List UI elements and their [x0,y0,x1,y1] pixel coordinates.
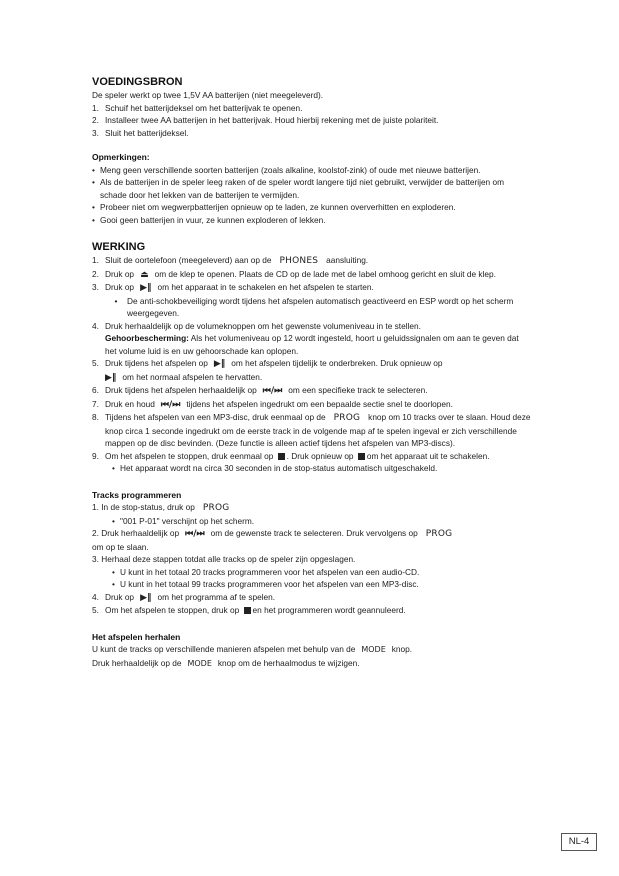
werking-step-1: 1. Sluit de oortelefoon (meegeleverd) aan op de PHONES aansluiting. [92,255,369,266]
subsection-title-tracks: Tracks programmeren [92,489,182,500]
page-content [92,75,532,670]
play-pause-icon: ▶‖ [105,372,117,383]
voeding-step: 1. Schuif het batterijdeksel om het batterijvak te openen. [92,102,303,113]
herhalen-line-1: U kunt de tracks op verschillende manieren afspelen met behulp van de MODE knop. [92,644,413,654]
tracks-note: • U kunt in het totaal 20 tracks programmeren voor het afspelen van een audio-CD. [112,566,420,577]
play-pause-icon: ▶‖ [213,359,226,369]
page-number: NL-4 [561,833,597,851]
stop-icon [278,453,285,460]
tracks-line-4: 4. Druk op ▶‖ om het programma af te spelen. [92,591,276,603]
play-pause-icon: ▶‖ [140,592,152,603]
werking-step-2: 2. Druk op ⏏ om de klep te openen. Plaats de CD op de lade met de label omhoog gericht en sluit de klep. [92,268,496,280]
stop-icon [244,607,251,614]
tracks-note: • "001 P-01" verschijnt op het scherm. [112,515,255,526]
mode-label: MODE [187,658,212,668]
note-item: • Gooi geen batterijen in vuur, ze kunnen exploderen of lekken. [92,214,326,225]
phones-label: PHONES [279,256,319,266]
prog-label: PROG [333,413,361,423]
werking-step-9-note: • Het apparaat wordt na circa 30 seconden in de stop-status automatisch uitgeschakeld. [112,463,438,473]
skip-icon: ⏮/⏭ [262,386,283,396]
play-pause-icon: ▶‖ [140,283,152,293]
mode-label: MODE [361,645,386,654]
note-item: • Probeer niet om wegwerpbatterijen opnieuw op te laden, ze kunnen oververhitten en exploderen. [92,202,456,212]
tracks-note: • U kunt in het totaal 99 tracks programmeren voor het afspelen van een MP3-disc. [112,579,419,589]
eject-icon: ⏏ [140,269,149,280]
tracks-line-2: 2. Druk herhaaldelijk op ⏮/⏭ om de gewenste track te selecteren. Druk vervolgens op PROG om op te slaan. [92,527,532,553]
tracks-line-1: 1. In de stop-status, druk op PROG [92,501,532,515]
werking-step-3-note: • De anti-schokbeveiliging wordt tijdens het afspelen automatisch geactiveerd en ESP wordt op het scherm weergegeven. [114,295,514,318]
prog-label: PROG [202,503,230,513]
werking-step-6: 6. Druk tijdens het afspelen herhaaldelijk op ⏮/⏭ om een specifieke track te selecteren. [92,385,428,396]
werking-step-8: 8. Tijdens het afspelen van een MP3-disc, druk eenmaal op de PROG knop om 10 tracks over te slaan. Houd deze knop circa 1 seconde ingedrukt om de eerste track in de volgende map af te spelen ingeval er zich verschillende mappen op de disc bevinden. (Deze functie is alleen actief tijdens het afspelen van MP3-discs). [92,412,531,448]
note-item: • Als de batterijen in de speler leeg raken of de speler wordt langere tijd niet gebruikt, verwijder de batterijen om schade door het lekken van de batterijen te vermijden. [92,177,505,200]
tracks-line-5: 5. Om het afspelen te stoppen, druk op en het programmeren wordt geannuleerd. [92,605,406,615]
werking-step-5: 5. Druk tijdens het afspelen op ▶‖ om het afspelen tijdelijk te onderbreken. Druk opnieuw op ▶‖ om het normaal afspelen te hervatten. [92,358,443,383]
section-title-voeding: VOEDINGSBRON [92,76,183,88]
subsection-title-herhalen: Het afspelen herhalen [92,631,181,642]
note-item: • Meng geen verschillende soorten batterijen (zoals alkaline, koolstof-zink) of oude met nieuwe batterijen. [92,164,481,175]
skip-icon: ⏮/⏭ [160,399,181,410]
section-title-werking: WERKING [92,241,146,253]
voeding-intro: De speler werkt op twee 1,5V AA batterijen (niet meegeleverd). [92,90,324,100]
prog-label: PROG [425,529,453,539]
werking-step-7: 7. Druk en houd ⏮/⏭ tijdens het afspelen ingedrukt om een bepaalde sectie snel te doorlopen. [92,398,453,410]
tracks-line-3: 3. Herhaal deze stappen totdat alle tracks op de speler zijn opgeslagen. [92,554,356,564]
werking-step-4: 4. Druk herhaaldelijk op de volumeknoppen om het gewenste volumeniveau in te stellen. Gehoorbescherming: Als het volumeniveau op 12 wordt ingesteld, hoort u geluidssignalen om aan te geven dat het volume luid is en uw gehoorschade kan oplopen. [92,320,519,356]
werking-step-3: 3. Druk op ▶‖ om het apparaat in te schakelen en het afspelen te starten. [92,282,374,293]
stop-icon [358,453,365,460]
notes-title: Opmerkingen: [92,152,150,162]
skip-icon: ⏮/⏭ [185,529,205,539]
werking-step-9: 9. Om het afspelen te stoppen, druk eenmaal op . Druk opnieuw op om het apparaat uit te schakelen. [92,450,490,461]
voeding-step: 3. Sluit het batterijdeksel. [92,127,189,138]
herhalen-line-2: Druk herhaaldelijk op de MODE knop om de herhaalmodus te wijzigen. [92,657,360,668]
voeding-step: 2. Installeer twee AA batterijen in het batterijvak. Houd hierbij rekening met de juiste polariteit. [92,115,439,125]
